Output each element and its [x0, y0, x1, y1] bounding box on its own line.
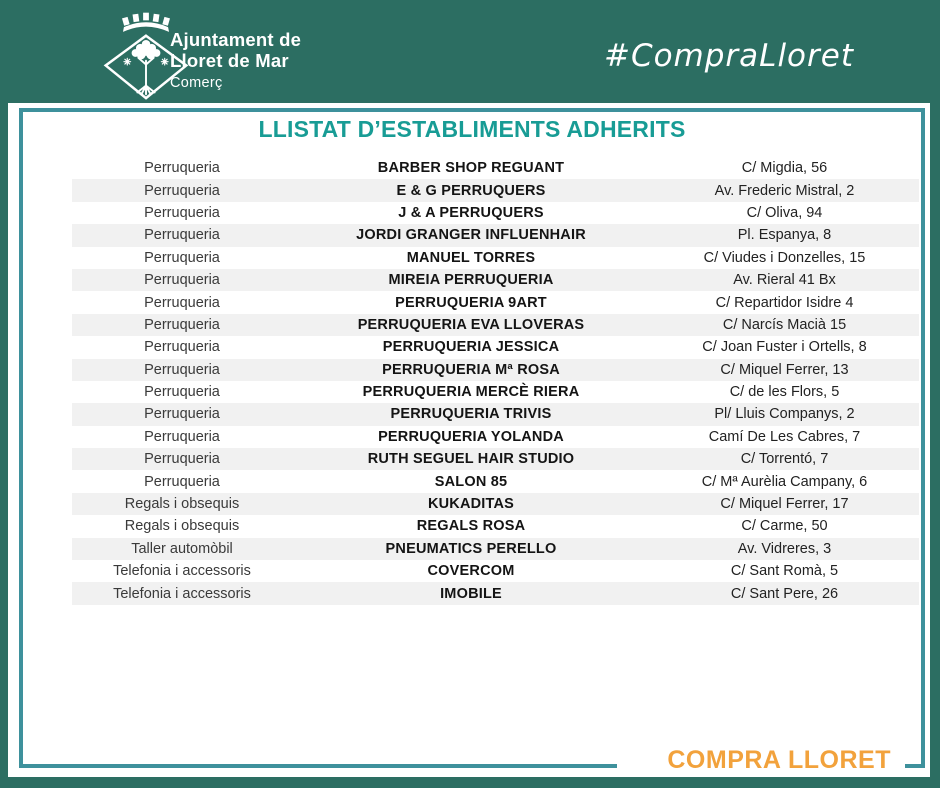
address-cell: C/ Narcís Macià 15: [722, 316, 847, 333]
name-cell: PERRUQUERIA MERCÈ RIERA: [362, 384, 580, 401]
category-cell: Perruqueria: [144, 249, 220, 266]
address-cell: C/ Migdia, 56: [741, 160, 828, 177]
org-dept: Comerç: [170, 75, 223, 91]
address-cell: Av. Rieral 41 Bx: [733, 272, 836, 289]
name-cell: JORDI GRANGER INFLUENHAIR: [356, 227, 586, 244]
address-cell: C/ Oliva, 94: [746, 204, 823, 221]
name-cell: E & G PERRUQUERS: [396, 182, 546, 199]
table-row: [72, 359, 919, 381]
name-cell: PNEUMATICS PERELLO: [385, 540, 557, 557]
name-cell: BARBER SHOP REGUANT: [377, 160, 565, 177]
table-row: [72, 157, 919, 179]
category-cell: Perruqueria: [144, 272, 220, 289]
name-cell: IMOBILE: [440, 585, 502, 602]
address-cell: Camí De Les Cabres, 7: [708, 428, 861, 445]
crown-icon: [122, 13, 170, 32]
name-cell: PERRUQUERIA 9ART: [395, 294, 547, 311]
name-cell: MANUEL TORRES: [406, 249, 536, 266]
name-cell: RUTH SEGUEL HAIR STUDIO: [367, 451, 575, 468]
category-cell: Perruqueria: [144, 473, 220, 490]
category-cell: Perruqueria: [144, 227, 220, 244]
table-row: [72, 493, 919, 515]
table-row: [72, 448, 919, 470]
name-cell: COVERCOM: [427, 563, 515, 580]
category-cell: Taller automòbil: [131, 540, 233, 557]
category-cell: Perruqueria: [144, 294, 220, 311]
category-cell: Perruqueria: [144, 428, 220, 445]
address-cell: C/ Repartidor Isidre 4: [715, 294, 854, 311]
category-cell: Perruqueria: [144, 384, 220, 401]
name-cell: REGALS ROSA: [416, 518, 526, 535]
address-cell: Av. Vidreres, 3: [737, 540, 832, 557]
table-row: [72, 224, 919, 246]
table-row: [72, 314, 919, 336]
address-cell: C/ Joan Fuster i Ortells, 8: [702, 339, 867, 356]
table-row: [72, 403, 919, 425]
category-cell: Perruqueria: [144, 182, 220, 199]
address-cell: Pl. Espanya, 8: [737, 227, 832, 244]
table-row: [72, 470, 919, 492]
address-cell: Av. Frederic Mistral, 2: [714, 182, 855, 199]
category-cell: Perruqueria: [144, 406, 220, 423]
table-row: [72, 179, 919, 201]
org-name-line1: Ajuntament de: [170, 29, 302, 50]
category-cell: Perruqueria: [144, 339, 220, 356]
header: [0, 0, 940, 103]
establishments-table: [72, 157, 919, 605]
address-cell: C/ Miquel Ferrer, 17: [720, 496, 849, 513]
page-title: LLISTAT D’ESTABLIMENTS ADHERITS: [258, 116, 686, 142]
category-cell: Perruqueria: [144, 451, 220, 468]
address-cell: C/ Sant Pere, 26: [730, 585, 839, 602]
name-cell: PERRUQUERIA JESSICA: [382, 339, 560, 356]
category-cell: Regals i obsequis: [124, 518, 240, 535]
hashtag-label: #CompraLloret: [603, 38, 854, 74]
name-cell: KUKADITAS: [427, 496, 515, 513]
table-row: [72, 426, 919, 448]
name-cell: J & A PERRUQUERS: [398, 204, 544, 221]
name-cell: PERRUQUERIA Mª ROSA: [382, 361, 560, 378]
address-cell: C/ Sant Romà, 5: [730, 563, 839, 580]
category-cell: Regals i obsequis: [124, 496, 240, 513]
category-cell: Perruqueria: [144, 316, 220, 333]
address-cell: C/ de les Flors, 5: [729, 384, 840, 401]
org-name: [170, 29, 301, 91]
address-cell: C/ Carme, 50: [741, 518, 828, 535]
address-cell: C/ Mª Aurèlia Campany, 6: [701, 473, 868, 490]
address-cell: C/ Viudes i Donzelles, 15: [703, 249, 866, 266]
name-cell: MIREIA PERRUQUERIA: [388, 272, 554, 289]
address-cell: C/ Torrentó, 7: [740, 451, 829, 468]
table-row: [72, 560, 919, 582]
table-row: [72, 336, 919, 358]
address-cell: C/ Miquel Ferrer, 13: [720, 361, 849, 378]
category-cell: Perruqueria: [144, 361, 220, 378]
brand-label: COMPRA LLORET: [617, 745, 905, 777]
address-cell: Pl/ Lluis Companys, 2: [714, 406, 855, 423]
table-row: [72, 202, 919, 224]
name-cell: PERRUQUERIA YOLANDA: [378, 428, 564, 445]
category-cell: Perruqueria: [144, 160, 220, 177]
table-row: [72, 515, 919, 537]
content-panel: [8, 103, 930, 777]
table-row: [72, 582, 919, 604]
name-cell: PERRUQUERIA TRIVIS: [390, 406, 552, 423]
category-cell: Perruqueria: [144, 204, 220, 221]
name-cell: PERRUQUERIA EVA LLOVERAS: [357, 316, 585, 333]
table-row: [72, 269, 919, 291]
category-cell: Telefonia i accessoris: [113, 563, 251, 580]
table-row: [72, 247, 919, 269]
org-name-line2: Lloret de Mar: [170, 50, 289, 71]
table-row: [72, 538, 919, 560]
name-cell: SALON 85: [434, 473, 508, 490]
table-row: [72, 291, 919, 313]
table-row: [72, 381, 919, 403]
category-cell: Telefonia i accessoris: [113, 585, 251, 602]
